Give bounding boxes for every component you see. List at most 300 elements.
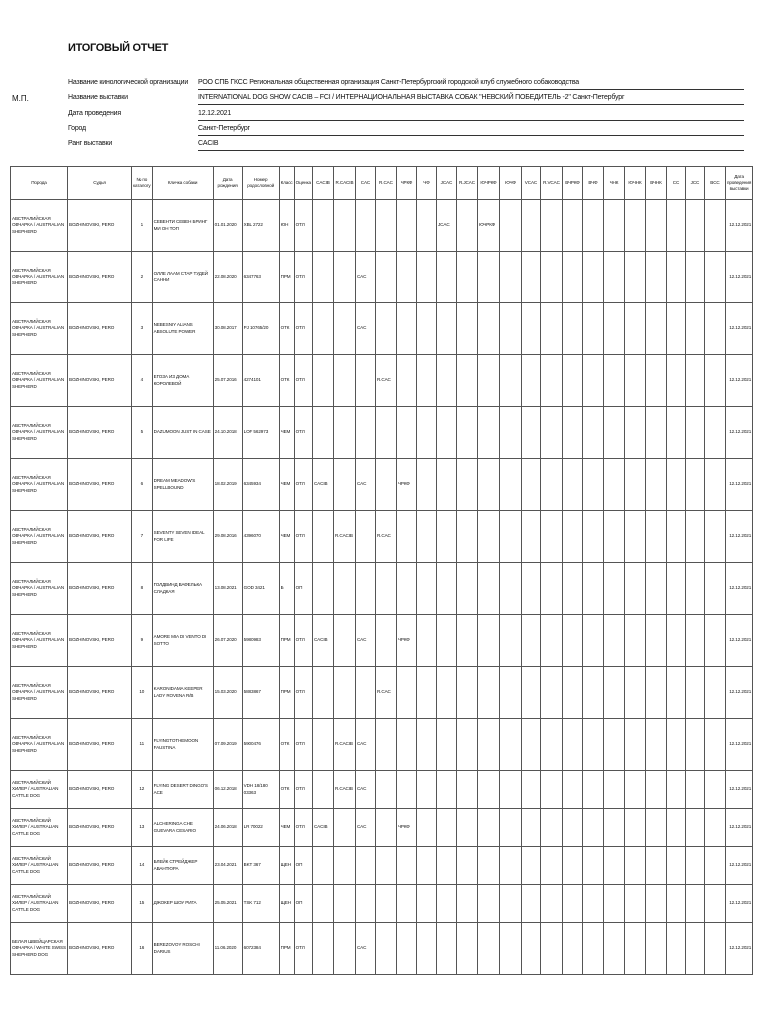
table-cell: [666, 771, 685, 809]
table-cell: 12.12.2021: [725, 511, 752, 563]
table-cell: [540, 809, 562, 847]
table-cell: ЧЕМ: [279, 809, 294, 847]
info-label: Дата проведения: [68, 110, 121, 117]
table-cell: [312, 511, 333, 563]
table-cell: [645, 355, 666, 407]
table-cell: [666, 252, 685, 303]
table-cell: ОТЛ: [294, 511, 312, 563]
info-value: Санкт-Петербург: [198, 125, 250, 132]
table-cell: [685, 355, 704, 407]
table-cell: [704, 355, 725, 407]
table-cell: CACIB: [312, 809, 333, 847]
table-cell: [582, 847, 603, 885]
table-cell: BOZHINOVSKI, PERO: [68, 200, 132, 252]
info-label: Название кинологической организации: [68, 79, 189, 86]
table-cell: [603, 563, 624, 615]
table-cell: АВСТРАЛИЙСКИЙ ХИЛЕР / AUSTRALIAN CATTLE DOG: [11, 809, 68, 847]
column-header: ВЧРКФ: [562, 167, 582, 200]
table-cell: [540, 771, 562, 809]
table-cell: ОТЛ: [294, 303, 312, 355]
table-cell: [521, 923, 540, 975]
table-cell: АВСТРАЛИЙСКАЯ ОВЧАРКА / AUSTRALIAN SHEPHERD: [11, 667, 68, 719]
column-header: ЮЧФ: [499, 167, 521, 200]
column-header: Дата проведения выставки: [725, 167, 752, 200]
table-cell: [603, 303, 624, 355]
table-cell: SEVENTY SEVEN IDEAL FOR LIFE: [152, 511, 213, 563]
table-cell: [645, 303, 666, 355]
table-cell: ОТЛ: [294, 355, 312, 407]
column-header: Судья: [68, 167, 132, 200]
table-cell: [582, 303, 603, 355]
table-cell: [704, 511, 725, 563]
table-cell: [540, 847, 562, 885]
table-cell: [645, 511, 666, 563]
table-cell: 5883867: [242, 667, 279, 719]
table-cell: [375, 847, 396, 885]
table-cell: BEREZOVOY ROSCHI DARIUS: [152, 923, 213, 975]
table-cell: [396, 355, 416, 407]
column-header: CAC: [355, 167, 375, 200]
underline: [198, 104, 744, 105]
table-cell: 12.12.2021: [725, 847, 752, 885]
table-cell: [396, 885, 416, 923]
table-cell: 24.06.2018: [213, 809, 242, 847]
table-cell: [624, 303, 645, 355]
table-cell: 07.09.2019: [213, 719, 242, 771]
table-cell: [624, 719, 645, 771]
table-cell: [499, 719, 521, 771]
table-cell: [375, 923, 396, 975]
table-cell: BOZHINOVSKI, PERO: [68, 885, 132, 923]
table-cell: [645, 615, 666, 667]
table-cell: 12.12.2021: [725, 459, 752, 511]
table-cell: [312, 563, 333, 615]
table-cell: ЧРКФ: [396, 809, 416, 847]
table-cell: [312, 667, 333, 719]
table-cell: ГОЛДВИНД ВАФЕЛЬКА СЛАДКАЯ: [152, 563, 213, 615]
table-cell: [477, 771, 499, 809]
table-cell: 12: [132, 771, 153, 809]
table-cell: [645, 885, 666, 923]
table-cell: 12.12.2021: [725, 252, 752, 303]
info-label: Город: [68, 125, 86, 132]
table-cell: [562, 771, 582, 809]
table-cell: ЧРКФ: [396, 459, 416, 511]
table-cell: KARONIDAMA KEEPER LADY ROVENA R/B: [152, 667, 213, 719]
table-cell: [456, 847, 477, 885]
table-cell: [685, 459, 704, 511]
table-row: [11, 847, 753, 885]
table-cell: [333, 407, 355, 459]
table-cell: [666, 923, 685, 975]
table-cell: [416, 771, 436, 809]
table-cell: [624, 771, 645, 809]
table-cell: [582, 355, 603, 407]
table-cell: [333, 667, 355, 719]
table-cell: [477, 809, 499, 847]
table-cell: [540, 563, 562, 615]
table-cell: [416, 885, 436, 923]
table-cell: [624, 355, 645, 407]
table-cell: [355, 511, 375, 563]
table-cell: [436, 563, 456, 615]
table-cell: [521, 459, 540, 511]
table-cell: BKT 367: [242, 847, 279, 885]
table-cell: ЮН: [279, 200, 294, 252]
table-row: [11, 407, 753, 459]
info-value: INTERNATIONAL DOG SHOW CACIB – FCI / ИНТЕРНАЦИОНАЛЬНАЯ ВЫСТАВКА СОБАК "НЕВСКИЙ ПОБЕДИТЕЛЬ -2" Санкт-Петербург: [198, 94, 625, 101]
table-cell: [624, 459, 645, 511]
table-cell: [477, 407, 499, 459]
table-cell: [603, 885, 624, 923]
underline: [198, 120, 744, 121]
table-cell: [477, 511, 499, 563]
table-cell: [477, 923, 499, 975]
table-cell: [375, 615, 396, 667]
table-cell: [375, 885, 396, 923]
table-cell: BOZHINOVSKI, PERO: [68, 563, 132, 615]
column-header: ЧНК: [603, 167, 624, 200]
table-cell: BOZHINOVSKI, PERO: [68, 511, 132, 563]
table-row: [11, 615, 753, 667]
table-cell: АВСТРАЛИЙСКАЯ ОВЧАРКА / AUSTRALIAN SHEPHERD: [11, 355, 68, 407]
table-cell: [375, 809, 396, 847]
table-cell: [499, 771, 521, 809]
table-cell: ОТЛ: [294, 923, 312, 975]
table-cell: [582, 923, 603, 975]
table-cell: [333, 563, 355, 615]
table-cell: [355, 200, 375, 252]
table-cell: [333, 847, 355, 885]
table-cell: 15: [132, 885, 153, 923]
table-cell: [333, 355, 355, 407]
table-cell: [704, 923, 725, 975]
table-cell: R.CAC: [375, 355, 396, 407]
table-cell: [645, 459, 666, 511]
column-header: R.CAC: [375, 167, 396, 200]
table-cell: [582, 407, 603, 459]
table-cell: BOZHINOVSKI, PERO: [68, 355, 132, 407]
table-cell: [499, 407, 521, 459]
table-cell: BOZHINOVSKI, PERO: [68, 809, 132, 847]
table-cell: [624, 511, 645, 563]
table-cell: [666, 511, 685, 563]
table-cell: [685, 667, 704, 719]
table-cell: CAC: [355, 615, 375, 667]
table-cell: [624, 200, 645, 252]
table-cell: 12.12.2021: [725, 885, 752, 923]
table-cell: R.CACIB: [333, 771, 355, 809]
table-cell: [645, 200, 666, 252]
table-cell: 16: [132, 923, 153, 975]
table-cell: ЕГОЗА ИЗ ДОМА КОРОЛЕВОЙ: [152, 355, 213, 407]
table-cell: 29.08.2016: [213, 511, 242, 563]
header-row: [11, 167, 753, 200]
table-cell: АВСТРАЛИЙСКАЯ ОВЧАРКА / AUSTRALIAN SHEPHERD: [11, 252, 68, 303]
table-cell: [582, 252, 603, 303]
table-cell: [540, 303, 562, 355]
table-cell: [396, 303, 416, 355]
table-cell: [666, 407, 685, 459]
column-header: Номер родословной: [242, 167, 279, 200]
underline: [198, 150, 744, 151]
table-cell: [704, 885, 725, 923]
table-cell: R.CACIB: [333, 511, 355, 563]
table-cell: [499, 459, 521, 511]
table-cell: [396, 407, 416, 459]
table-cell: [540, 615, 562, 667]
table-cell: BOZHINOVSKI, PERO: [68, 847, 132, 885]
table-cell: R.CAC: [375, 667, 396, 719]
table-cell: [477, 303, 499, 355]
table-cell: [499, 303, 521, 355]
table-cell: FLYINGTOTHEMOON FAUSTINA: [152, 719, 213, 771]
column-header: JCC: [685, 167, 704, 200]
table-cell: CACIB: [312, 459, 333, 511]
table-cell: [416, 563, 436, 615]
table-cell: 15.03.2020: [213, 667, 242, 719]
table-cell: [375, 252, 396, 303]
table-cell: [521, 667, 540, 719]
table-cell: БЛЕЙК СТРЕЙДЖЕР АВАНТЮРА: [152, 847, 213, 885]
table-cell: [645, 563, 666, 615]
table-cell: ОТЛ: [294, 667, 312, 719]
table-row: [11, 563, 753, 615]
table-cell: [645, 809, 666, 847]
table-cell: 12.12.2021: [725, 615, 752, 667]
table-cell: АВСТРАЛИЙСКАЯ ОВЧАРКА / AUSTRALIAN SHEPHERD: [11, 563, 68, 615]
table-cell: [436, 809, 456, 847]
table-cell: ЧЕМ: [279, 511, 294, 563]
results-table: [10, 166, 753, 975]
table-cell: [685, 719, 704, 771]
table-cell: [436, 459, 456, 511]
table-cell: [704, 459, 725, 511]
table-cell: [396, 847, 416, 885]
table-cell: [704, 303, 725, 355]
table-cell: [396, 667, 416, 719]
table-cell: ОТЛ: [294, 200, 312, 252]
table-cell: 12.12.2021: [725, 303, 752, 355]
table-cell: [521, 200, 540, 252]
table-cell: FLYING DESERT DINGO'S ACE: [152, 771, 213, 809]
column-header: Дата рождения: [213, 167, 242, 200]
table-row: [11, 511, 753, 563]
table-cell: [624, 667, 645, 719]
column-header: R.CACIB: [333, 167, 355, 200]
table-cell: [562, 459, 582, 511]
table-cell: [582, 771, 603, 809]
table-cell: [355, 847, 375, 885]
table-cell: 3: [132, 303, 153, 355]
table-cell: [375, 771, 396, 809]
table-cell: [416, 923, 436, 975]
table-cell: [477, 885, 499, 923]
table-cell: BOZHINOVSKI, PERO: [68, 719, 132, 771]
table-cell: [685, 771, 704, 809]
table-cell: [436, 923, 456, 975]
table-cell: [521, 303, 540, 355]
underline: [198, 135, 744, 136]
table-cell: [456, 719, 477, 771]
table-cell: ПРМ: [279, 667, 294, 719]
table-cell: [456, 252, 477, 303]
table-cell: [416, 407, 436, 459]
table-cell: [312, 719, 333, 771]
table-cell: [603, 847, 624, 885]
table-cell: [603, 459, 624, 511]
table-cell: [562, 407, 582, 459]
table-cell: [333, 200, 355, 252]
table-cell: [521, 252, 540, 303]
table-cell: [456, 771, 477, 809]
table-cell: CACIB: [312, 615, 333, 667]
table-cell: [312, 303, 333, 355]
table-cell: [477, 563, 499, 615]
table-cell: [603, 719, 624, 771]
table-cell: [562, 885, 582, 923]
table-cell: [312, 771, 333, 809]
table-cell: [456, 200, 477, 252]
table-cell: [312, 407, 333, 459]
table-cell: [312, 923, 333, 975]
table-cell: 6347763: [242, 252, 279, 303]
table-cell: [645, 847, 666, 885]
table-row: [11, 200, 753, 252]
table-cell: 12.12.2021: [725, 355, 752, 407]
table-cell: [645, 719, 666, 771]
table-cell: [582, 719, 603, 771]
table-cell: [603, 923, 624, 975]
table-cell: [375, 719, 396, 771]
table-cell: DREAM MEADOW'S SPELLBOUND: [152, 459, 213, 511]
table-cell: TSK 712: [242, 885, 279, 923]
table-cell: [355, 355, 375, 407]
table-cell: NEBESNIY ALIANS ABSOLUTE POWER: [152, 303, 213, 355]
table-cell: 5980983: [242, 615, 279, 667]
info-label: Название выставки: [68, 94, 128, 101]
table-cell: LR 70022: [242, 809, 279, 847]
table-cell: [666, 667, 685, 719]
table-cell: XBL 2722: [242, 200, 279, 252]
table-cell: CAC: [355, 719, 375, 771]
column-header: R.VCAC: [540, 167, 562, 200]
table-cell: [521, 847, 540, 885]
table-cell: 12.12.2021: [725, 407, 752, 459]
table-cell: CAC: [355, 923, 375, 975]
table-cell: [396, 511, 416, 563]
table-cell: [704, 200, 725, 252]
table-cell: [436, 719, 456, 771]
table-cell: [704, 719, 725, 771]
table-cell: [416, 719, 436, 771]
table-cell: ПРМ: [279, 923, 294, 975]
table-cell: Б: [279, 563, 294, 615]
table-cell: [540, 252, 562, 303]
column-header: R.JCAC: [456, 167, 477, 200]
table-cell: [436, 885, 456, 923]
table-cell: ОТЛ: [294, 459, 312, 511]
table-cell: [582, 459, 603, 511]
table-cell: [704, 563, 725, 615]
table-cell: DAZUMOON JUST IN CASE: [152, 407, 213, 459]
table-cell: [685, 563, 704, 615]
table-cell: [477, 667, 499, 719]
column-header: CC: [666, 167, 685, 200]
table-cell: ОТК: [279, 719, 294, 771]
table-cell: [416, 200, 436, 252]
column-header: Оценка: [294, 167, 312, 200]
table-cell: [603, 355, 624, 407]
table-cell: 23.04.2021: [213, 847, 242, 885]
table-cell: [666, 809, 685, 847]
table-cell: ОТЛ: [294, 407, 312, 459]
table-cell: BOZHINOVSKI, PERO: [68, 407, 132, 459]
table-cell: [562, 615, 582, 667]
table-cell: ОТЛ: [294, 719, 312, 771]
table-cell: [704, 615, 725, 667]
table-cell: [685, 885, 704, 923]
table-cell: [416, 459, 436, 511]
table-cell: [521, 885, 540, 923]
table-cell: [333, 923, 355, 975]
table-cell: [562, 511, 582, 563]
table-cell: 13: [132, 809, 153, 847]
table-cell: ПРМ: [279, 615, 294, 667]
table-cell: [499, 563, 521, 615]
table-cell: 2: [132, 252, 153, 303]
table-cell: АВСТРАЛИЙСКАЯ ОВЧАРКА / AUSTRALIAN SHEPHERD: [11, 303, 68, 355]
table-row: [11, 809, 753, 847]
table-row: [11, 252, 753, 303]
table-cell: [456, 923, 477, 975]
table-cell: [456, 667, 477, 719]
table-cell: АВСТРАЛИЙСКИЙ ХИЛЕР / AUSTRALIAN CATTLE DOG: [11, 771, 68, 809]
table-cell: [416, 615, 436, 667]
table-cell: [704, 771, 725, 809]
table-cell: ПРМ: [279, 252, 294, 303]
table-cell: 6072384: [242, 923, 279, 975]
table-cell: [375, 303, 396, 355]
table-cell: [685, 200, 704, 252]
table-cell: 9: [132, 615, 153, 667]
table-cell: 12.12.2021: [725, 200, 752, 252]
table-cell: [436, 615, 456, 667]
table-cell: [355, 407, 375, 459]
table-cell: [416, 809, 436, 847]
table-cell: [499, 885, 521, 923]
table-cell: [562, 923, 582, 975]
table-cell: СЕВЕНТИ СЕВЕН БРИНГ МИ ОН ТОП: [152, 200, 213, 252]
table-cell: [540, 511, 562, 563]
table-cell: [416, 667, 436, 719]
table-cell: 4: [132, 355, 153, 407]
table-cell: АВСТРАЛИЙСКИЙ ХИЛЕР / AUSTRALIAN CATTLE DOG: [11, 847, 68, 885]
table-cell: [582, 615, 603, 667]
table-cell: [396, 563, 416, 615]
table-cell: 4396070: [242, 511, 279, 563]
table-cell: [582, 563, 603, 615]
table-cell: [396, 923, 416, 975]
table-cell: [375, 563, 396, 615]
table-cell: [582, 809, 603, 847]
table-cell: 7: [132, 511, 153, 563]
table-cell: BOZHINOVSKI, PERO: [68, 459, 132, 511]
column-header: ВЧНК: [645, 167, 666, 200]
column-header: Порода: [11, 167, 68, 200]
column-header: JCAC: [436, 167, 456, 200]
table-cell: 01.01.2020: [213, 200, 242, 252]
